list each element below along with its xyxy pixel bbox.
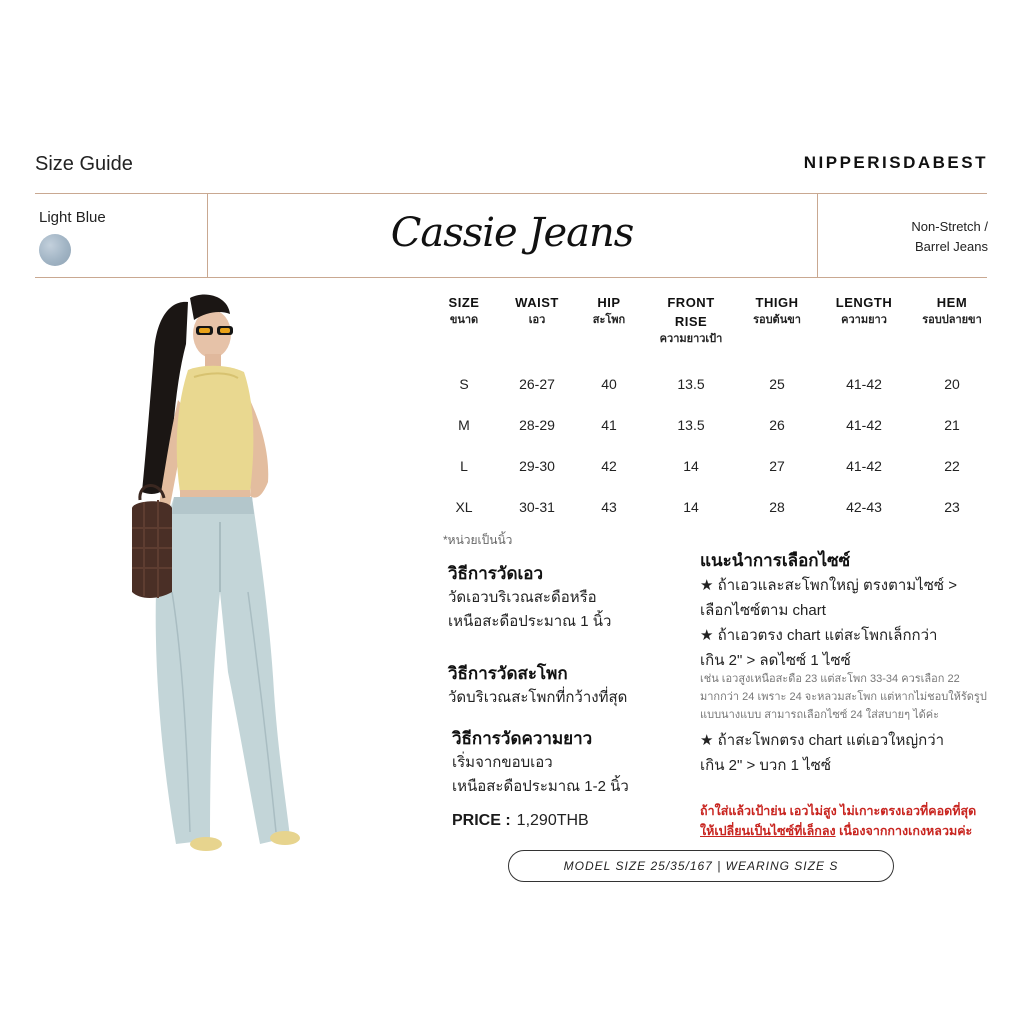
col-header-hem-en: HEM [936,295,968,310]
color-name: Light Blue [39,209,106,226]
advice-line2: เลือกไซซ์ตาม chart [700,602,826,619]
fit-warning-emphasis: ให้เปลี่ยนเป็นไซซ์ที่เล็กลง [700,824,836,838]
unit-note: *หน่วยเป็นนิ้ว [443,533,513,547]
cell-size: XL [455,499,473,515]
col-header-length [819,294,909,329]
advice-line6: เกิน 2" > บวก 1 ไซซ์ [700,757,832,774]
col-header-hip-en: HIP [597,295,621,310]
col-header-thigh-th: รอบต้นขา [753,313,801,326]
cell-length: 41-42 [846,417,882,433]
advice-line4: เกิน 2" > ลดไซซ์ 1 ไซซ์ [700,652,851,669]
hip-how-line1: วัดบริเวณสะโพกที่กว้างที่สุด [448,689,628,706]
product-title: Cassie Jeans [390,210,634,256]
cell-thigh: 28 [769,499,785,515]
advice-example-line2: มากกว่า 24 เพราะ 24 จะหลวมสะโพก แต่หากไม่ชอบให้รัดรูป [700,691,987,703]
col-header-thigh-en: THIGH [755,295,799,310]
hip-how-title: วิธีการวัดสะโพก [448,664,568,683]
cell-hem: 21 [944,417,960,433]
cell-front-rise: 13.5 [677,376,705,392]
cell-front-rise: 14 [683,458,699,474]
advice-line1: ★ ถ้าเอวและสะโพกใหญ่ ตรงตามไซซ์ > [700,577,957,594]
cell-thigh: 27 [769,458,785,474]
cell-hip: 41 [601,417,617,433]
price-label: PRICE : [452,812,511,829]
brand-name: NIPPERISDABEST [803,153,988,172]
col-header-size-en: SIZE [448,295,480,310]
fit-warning-line1: ถ้าใส่แล้วเป้าย่น เอวไม่สูง ไม่เกาะตรงเอวที่คอดที่สุด [700,804,977,818]
col-header-front-rise-en2: RISE [674,313,708,329]
price-value: 1,290THB [516,812,589,829]
length-how-line2: เหนือสะดือประมาณ 1-2 นิ้ว [452,778,629,795]
cell-waist: 30-31 [519,499,555,515]
waist-how-line2: เหนือสะดือประมาณ 1 นิ้ว [448,613,612,630]
cell-waist: 26-27 [519,376,555,392]
cell-front-rise: 13.5 [677,417,705,433]
col-header-length-th: ความยาว [841,313,887,326]
divider-bottom [35,277,987,278]
col-header-hip-th: สะโพก [592,313,626,326]
cell-front-rise: 14 [683,499,699,515]
length-how-line1: เริ่มจากขอบเอว [452,754,553,771]
waist-how-title: วิธีการวัดเอว [448,564,544,583]
cell-hip: 40 [601,376,617,392]
divider-top [35,193,987,194]
cell-hem: 20 [944,376,960,392]
col-header-length-en: LENGTH [835,295,893,310]
length-how-title: วิธีการวัดความยาว [452,729,593,748]
cell-waist: 28-29 [519,417,555,433]
cell-length: 42-43 [846,499,882,515]
waist-how-line1: วัดเอวบริเวณสะดือหรือ [448,589,597,606]
model-photo [110,292,340,862]
color-swatch[interactable] [39,234,71,266]
size-guide-label: Size Guide [35,153,133,175]
advice-example-line3: แบบนางแบบ สามารถเลือกไซซ์ 24 ใส่สบายๆ ได้ค่ะ [700,709,940,721]
col-header-front-rise [636,294,746,348]
col-header-thigh [732,294,822,329]
fit-warning-reason: เนื่องจากกางเกงหลวมค่ะ [835,824,973,838]
model-size-info: MODEL SIZE 25/35/167 | WEARING SIZE S [508,850,894,882]
cell-length: 41-42 [846,458,882,474]
col-header-size-th: ขนาด [449,313,479,326]
cell-size: M [458,417,470,433]
advice-title: แนะนำการเลือกไซซ์ [700,551,851,570]
cell-thigh: 26 [769,417,785,433]
col-header-waist-th: เอว [528,313,546,326]
col-header-waist-en: WAIST [515,295,559,310]
cell-hip: 43 [601,499,617,515]
advice-example-line1: เช่น เอวสูงเหนือสะดือ 23 แต่สะโพก 33-34 ควรเลือก 22 [700,673,960,685]
advice-line3: ★ ถ้าเอวตรง chart แต่สะโพกเล็กกว่า [700,627,938,644]
cell-size: L [460,458,468,474]
cell-hem: 23 [944,499,960,515]
advice-line5: ★ ถ้าสะโพกตรง chart แต่เอวใหญ่กว่า [700,732,945,749]
col-header-front-rise-en: FRONT [667,295,715,310]
fit-type-line2: Barrel Jeans [915,239,988,254]
price-row [452,812,589,830]
cell-waist: 29-30 [519,458,555,474]
divider-right [817,193,818,278]
cell-length: 41-42 [846,376,882,392]
cell-size: S [459,376,469,392]
cell-thigh: 25 [769,376,785,392]
cell-hip: 42 [601,458,617,474]
col-header-front-rise-th: ความยาวเป้า [659,332,723,345]
cell-hem: 22 [944,458,960,474]
fit-warning-line2 [700,821,972,841]
fit-type-line1: Non-Stretch / [911,219,988,234]
col-header-hem [907,294,997,329]
col-header-hem-th: รอบปลายขา [922,313,982,326]
